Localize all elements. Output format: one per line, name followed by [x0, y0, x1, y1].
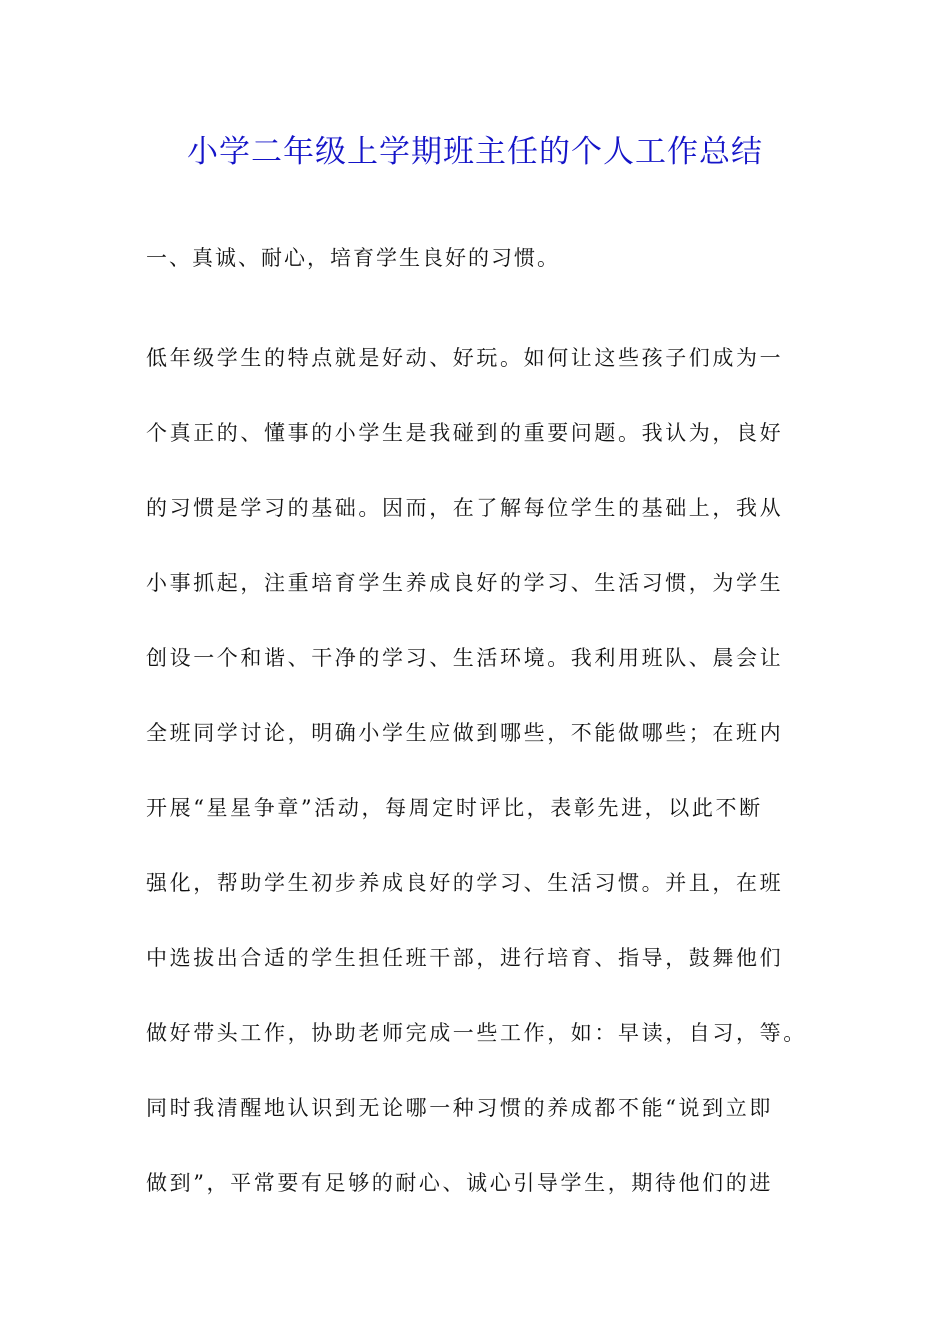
- body-line: 同时我清醒地认识到无论哪一种习惯的养成都不能“说到立即: [146, 1096, 773, 1120]
- body-line: 做到”，平常要有足够的耐心、诚心引导学生，期待他们的进: [146, 1171, 773, 1195]
- section-heading: 一、真诚、耐心，培育学生良好的习惯。: [146, 246, 560, 270]
- body-line: 强化，帮助学生初步养成良好的学习、生活习惯。并且，在班: [146, 871, 784, 895]
- document-title: 小学二年级上学期班主任的个人工作总结: [187, 134, 763, 170]
- body-paragraph: [146, 338, 846, 1238]
- body-line: 个真正的、懂事的小学生是我碰到的重要问题。我认为，良好: [146, 421, 784, 445]
- body-line: 做好带头工作，协助老师完成一些工作，如：早读，自习，等。: [146, 1021, 807, 1045]
- body-line: 低年级学生的特点就是好动、好玩。如何让这些孩子们成为一: [146, 346, 784, 370]
- body-line: 全班同学讨论，明确小学生应做到哪些，不能做哪些；在班内: [146, 721, 784, 745]
- body-line: 的习惯是学习的基础。因而，在了解每位学生的基础上，我从: [146, 496, 784, 520]
- body-line: 小事抓起，注重培育学生养成良好的学习、生活习惯，为学生: [146, 571, 784, 595]
- body-line: 开展“星星争章”活动，每周定时评比，表彰先进，以此不断: [146, 796, 763, 820]
- body-line: 中选拔出合适的学生担任班干部，进行培育、指导，鼓舞他们: [146, 946, 784, 970]
- body-line: 创设一个和谐、干净的学习、生活环境。我利用班队、晨会让: [146, 646, 784, 670]
